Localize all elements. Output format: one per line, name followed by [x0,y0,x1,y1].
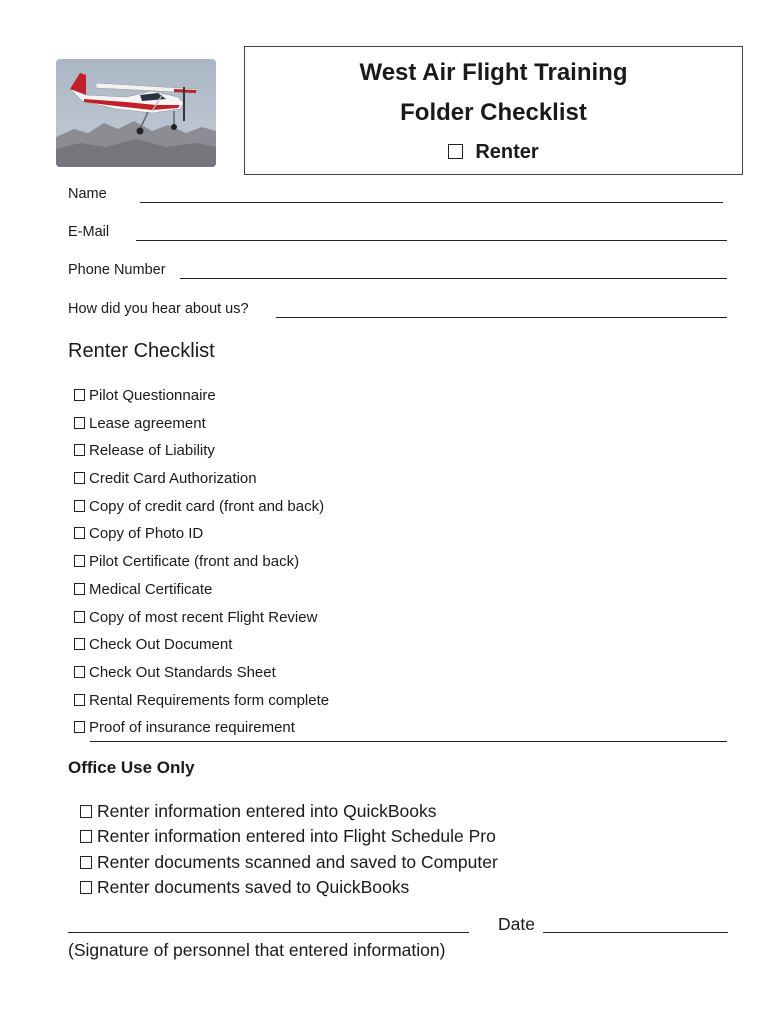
title-box [244,46,743,175]
checkbox-icon[interactable] [80,805,92,818]
airplane-icon [56,59,216,167]
list-item[interactable]: Pilot Certificate (front and back) [74,551,329,579]
airplane-photo [56,59,216,167]
date-field[interactable] [543,932,728,933]
checkbox-icon[interactable] [74,527,85,539]
checkbox-icon[interactable] [74,666,85,678]
checkbox-icon[interactable] [74,583,85,595]
renter-checklist-title: Renter Checklist [68,340,215,362]
name-label: Name [68,186,107,202]
checkbox-icon[interactable] [74,611,85,623]
form-title: West Air Flight Training [359,59,628,86]
list-item[interactable]: Proof of insurance requirement [74,717,329,745]
checkbox-icon[interactable] [80,830,92,843]
list-item[interactable]: Renter information entered into Flight Schedule Pro [80,824,498,849]
name-field[interactable] [140,202,723,203]
list-item[interactable]: Renter documents saved to QuickBooks [80,875,498,900]
checkbox-icon[interactable] [74,389,85,401]
renter-checkbox[interactable] [448,144,463,159]
renter-option[interactable] [245,137,742,167]
checkbox-icon[interactable] [80,881,92,894]
checkbox-icon[interactable] [74,417,85,429]
date-label: Date [498,914,535,934]
checkbox-icon[interactable] [80,856,92,869]
email-label: E-Mail [68,224,110,240]
checkbox-icon[interactable] [74,555,85,567]
list-item[interactable]: Rental Requirements form complete [74,690,329,718]
checkbox-icon[interactable] [74,500,85,512]
office-use-title: Office Use Only [68,758,195,777]
form-subtitle: Folder Checklist [400,99,587,126]
list-item[interactable]: Medical Certificate [74,579,329,607]
list-item[interactable]: Copy of Photo ID [74,523,329,551]
list-item[interactable]: Release of Liability [74,440,329,468]
checkbox-icon[interactable] [74,721,85,733]
email-field[interactable] [136,240,727,241]
list-item[interactable]: Copy of most recent Flight Review [74,607,329,635]
divider [90,741,727,742]
list-item[interactable]: Check Out Standards Sheet [74,662,329,690]
referral-field[interactable] [276,317,727,318]
phone-label: Phone Number [68,262,166,278]
phone-field[interactable] [180,278,727,279]
checkbox-icon[interactable] [74,472,85,484]
checkbox-icon[interactable] [74,694,85,706]
checkbox-icon[interactable] [74,444,85,456]
signature-field[interactable] [68,932,469,933]
list-item[interactable]: Lease agreement [74,413,329,441]
list-item[interactable]: Renter information entered into QuickBooks [80,799,498,824]
list-item[interactable]: Copy of credit card (front and back) [74,496,329,524]
office-checklist [80,799,498,900]
referral-label: How did you hear about us? [68,301,249,317]
renter-checklist [74,385,329,745]
checkbox-icon[interactable] [74,638,85,650]
renter-label: Renter [475,141,539,163]
list-item[interactable]: Check Out Document [74,634,329,662]
list-item[interactable]: Pilot Questionnaire [74,385,329,413]
list-item[interactable]: Renter documents scanned and saved to Computer [80,850,498,875]
signature-caption: (Signature of personnel that entered information) [68,940,446,960]
list-item[interactable]: Credit Card Authorization [74,468,329,496]
